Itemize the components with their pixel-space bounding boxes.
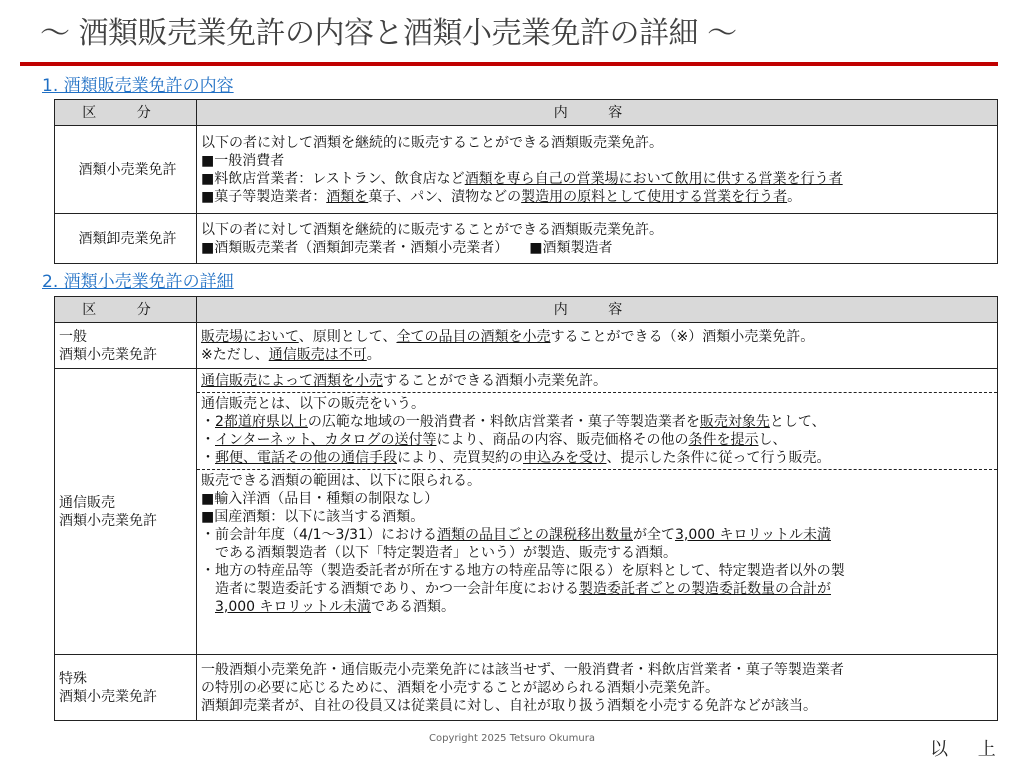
content-cell: 以下の者に対して酒類を継続的に販売することができる酒類販売業免許。 ■一般消費者 ■料飲店営業者：レストラン、飲食店など酒類を専ら自己の営業場において飲用に供する営業を行う者 ■菓子等製造業者：酒類を菓子、パン、漬物などの製造用の原料として使用する営業を行う者。 xyxy=(197,126,998,214)
category-cell: 特殊 酒類小売業免許 xyxy=(55,655,197,721)
section1-heading: 1. 酒類販売業免許の内容 xyxy=(42,76,234,96)
table-row xyxy=(55,323,998,369)
content-cell: 以下の者に対して酒類を継続的に販売することができる酒類販売業免許。 ■酒類販売業者（酒類卸売業者・酒類小売業者） ■酒類製造者 xyxy=(197,214,998,264)
copyright: Copyright 2025 Tetsuro Okumura xyxy=(429,733,595,744)
category-cell: 一般 酒類小売業免許 xyxy=(55,323,197,369)
header-content: 内 容 xyxy=(197,100,998,126)
page-title: ～ 酒類販売業免許の内容と酒類小売業免許の詳細 ～ xyxy=(40,16,737,51)
table-row xyxy=(55,126,998,214)
category-cell: 酒類卸売業免許 xyxy=(55,214,197,264)
content-cell: 一般酒類小売業免許・通信販売小売業免許には該当せず、一般消費者・料飲店営業者・菓子等製造業者 の特別の必要に応じるために、酒類を小売することが認められる酒類小売業免許。 酒類卸売業者が、自社の役員又は従業員に対し、自社が取り扱う酒類を小売する免許などが該当。 xyxy=(197,655,998,721)
section2-heading: 2. 酒類小売業免許の詳細 xyxy=(42,272,234,292)
table-row xyxy=(55,214,998,264)
dashed-divider xyxy=(197,392,997,393)
title-rule xyxy=(20,62,998,66)
header-content: 内 容 xyxy=(197,297,998,323)
header-category: 区 分 xyxy=(55,297,197,323)
table-row xyxy=(55,655,998,721)
category-cell: 酒類小売業免許 xyxy=(55,126,197,214)
end-mark: 以 上 xyxy=(930,739,1008,760)
table-row xyxy=(55,369,998,655)
content-cell: 販売場において、原則として、全ての品目の酒類を小売することができる（※）酒類小売業免許。 ※ただし、通信販売は不可。 xyxy=(197,323,998,369)
category-cell: 通信販売 酒類小売業免許 xyxy=(55,369,197,655)
dashed-divider xyxy=(197,469,997,470)
retail-license-table xyxy=(54,296,998,721)
header-category: 区 分 xyxy=(55,100,197,126)
content-cell: 通信販売によって酒類を小売することができる酒類小売業免許。 通信販売とは、以下の販売をいう。 ・2都道府県以上の広範な地域の一般消費者・料飲店営業者・菓子等製造業者を販売対象先として、 ・インターネット、カタログの送付等により、商品の内容、販売価格その他の条件を提示し、 ・郵便、電話その他の通信手段により、売買契約の申込みを受け、提示した条件に従って行う販売。 販売できる酒類の範囲は、以下に限られる。 ■輸入洋酒（品目・種類の制限なし） ■国産酒類：以下に該当する酒類。 ・前会計年度（4/1～3/31）における酒類の品目ごとの課税移出数量が全て3,000 キロリットル未満 である酒類製造者（以下「特定製造者」という）が製造、販売する酒類。 ・地方の特産品等（製造委託者が所在する地方の特産品等に限る）を原料として、特定製造者以外の製 造者に製造委託する酒類であり、かつ一会計年度における製造委託者ごとの製造委託数量の合計が 3,000 キロリットル未満である酒類。 xyxy=(197,369,998,655)
license-types-table xyxy=(54,99,998,264)
